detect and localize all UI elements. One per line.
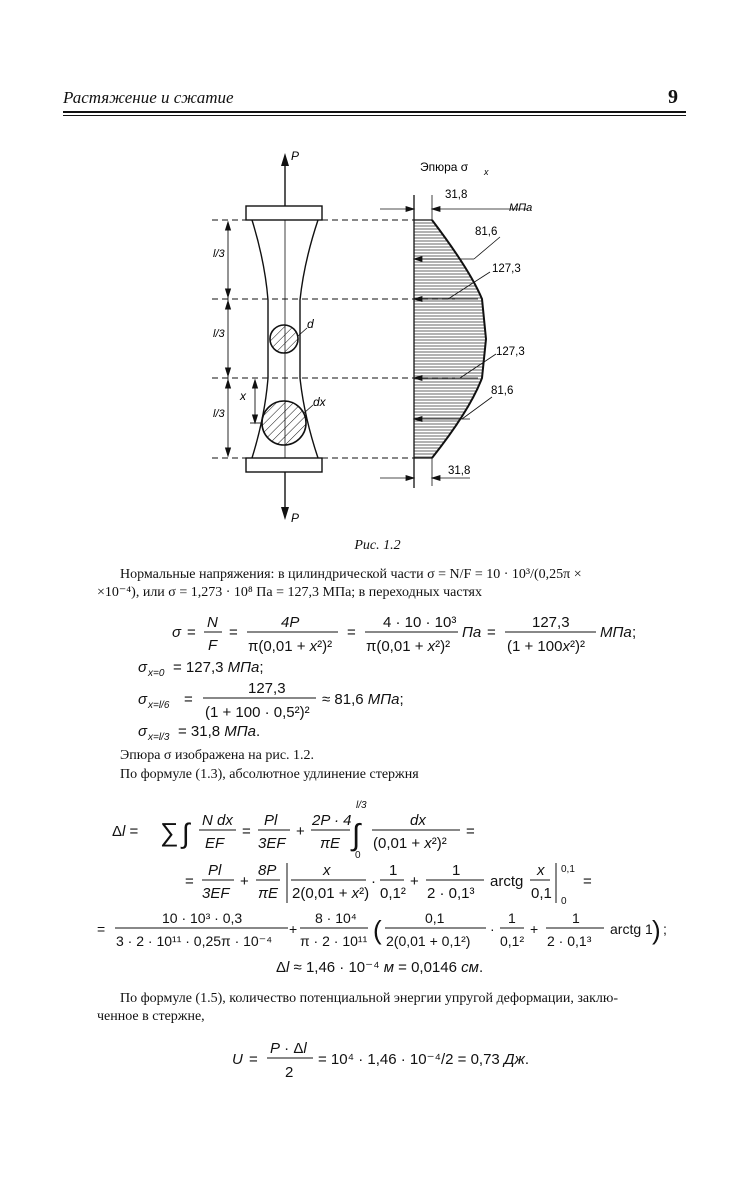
equation-delta-l-2 xyxy=(185,862,592,907)
diagram-title: Эпюра σ xyxy=(420,160,469,174)
figure-1-2 xyxy=(0,0,755,535)
svg-text:= 127,3 МПа;: = 127,3 МПа; xyxy=(173,659,264,676)
svg-text:8 · 10⁴: 8 · 10⁴ xyxy=(315,910,357,926)
svg-text:x=l/3: x=l/3 xyxy=(148,732,170,743)
svg-text:=: = xyxy=(242,823,251,840)
label-x: x xyxy=(240,389,246,403)
segment-labels xyxy=(213,248,226,420)
svg-text:(1 + 100x²)²: (1 + 100x²)² xyxy=(507,638,585,655)
svg-text:∫: ∫ xyxy=(182,818,190,849)
svg-text:+: + xyxy=(296,823,305,840)
svg-text:=: = xyxy=(184,691,193,708)
svg-text:≈ 81,6 МПа;: ≈ 81,6 МПа; xyxy=(322,691,404,708)
svg-text:4 · 10 · 10³: 4 · 10 · 10³ xyxy=(383,614,457,631)
svg-text:;: ; xyxy=(632,624,637,641)
svg-text:Δl ≈ 1,46 · 10⁻⁴ м = 0,0146 см: Δl ≈ 1,46 · 10⁻⁴ м = 0,0146 см. xyxy=(276,959,484,976)
diagram-units: МПа xyxy=(509,202,533,214)
svg-text:Pl: Pl xyxy=(208,862,222,879)
svg-text:10 · 10³ · 0,3: 10 · 10³ · 0,3 xyxy=(162,910,243,926)
svg-text:Δl =: Δl = xyxy=(112,823,139,840)
paragraph-3: По формуле (1.3), абсолютное удлинение стержня xyxy=(120,767,419,782)
svg-text:EF: EF xyxy=(205,835,225,852)
svg-text:81,6: 81,6 xyxy=(491,385,514,397)
svg-text:127,3: 127,3 xyxy=(248,680,286,697)
svg-text:2 · 0,1³: 2 · 0,1³ xyxy=(427,885,475,902)
svg-text:·: · xyxy=(371,873,376,890)
svg-text:x: x xyxy=(323,862,331,879)
svg-text:= 31,8 МПа.: = 31,8 МПа. xyxy=(178,723,261,740)
equation-delta-l-result xyxy=(276,959,483,976)
stress-hatch xyxy=(414,220,486,458)
svg-text:0,1: 0,1 xyxy=(561,864,575,875)
svg-text:=: = xyxy=(249,1051,258,1068)
flange-bottom xyxy=(246,458,322,472)
svg-text:=: = xyxy=(347,624,356,641)
page-number: 9 xyxy=(668,86,678,108)
svg-text:arctg: arctg xyxy=(490,873,524,890)
svg-text:1: 1 xyxy=(572,910,580,926)
svg-text:l/3: l/3 xyxy=(213,248,225,260)
svg-text:2(0,01 + x²): 2(0,01 + x²) xyxy=(292,885,370,902)
svg-text:): ) xyxy=(652,915,661,945)
paragraph-2: Эпюра σ изображена на рис. 1.2. xyxy=(120,748,315,763)
equation-sigma-general xyxy=(172,614,636,655)
svg-text:2: 2 xyxy=(285,1064,294,1081)
svg-text:σ: σ xyxy=(138,659,148,676)
svg-text:(1 + 100 · 0,5²)²: (1 + 100 · 0,5²)² xyxy=(205,704,310,721)
svg-text:∑: ∑ xyxy=(160,817,179,847)
arrowhead-top-icon xyxy=(281,153,289,166)
svg-text:3EF: 3EF xyxy=(258,835,286,852)
svg-text:0: 0 xyxy=(355,850,361,861)
svg-text:∫: ∫ xyxy=(352,819,361,852)
svg-text:;: ; xyxy=(663,921,667,937)
svg-text:x=l/6: x=l/6 xyxy=(148,700,170,711)
svg-text:=: = xyxy=(229,624,238,641)
figure-caption: Рис. 1.2 xyxy=(354,538,401,553)
equation-delta-l-1 xyxy=(112,800,475,861)
svg-text:σ: σ xyxy=(138,723,148,740)
equation-delta-l-3 xyxy=(97,910,667,949)
force-label-bottom: P xyxy=(291,511,300,525)
svg-text:=: = xyxy=(185,873,194,890)
svg-text:+: + xyxy=(240,873,249,890)
svg-text:127,3: 127,3 xyxy=(492,263,521,275)
svg-text:3 · 2 · 10¹¹ · 0,25π · 10⁻⁴: 3 · 2 · 10¹¹ · 0,25π · 10⁻⁴ xyxy=(116,933,273,949)
svg-text:2 · 0,1³: 2 · 0,1³ xyxy=(547,933,592,949)
svg-text:127,3: 127,3 xyxy=(532,614,570,631)
svg-text:31,8: 31,8 xyxy=(448,465,471,477)
svg-text:1: 1 xyxy=(508,910,516,926)
paragraph-1-line-2: ×10⁻⁴), или σ = 1,273 · 10⁸ Па = 127,3 МПа; в переходных частях xyxy=(97,585,482,600)
svg-text:127,3: 127,3 xyxy=(496,346,525,358)
svg-text:·: · xyxy=(490,921,495,937)
svg-text:F: F xyxy=(208,637,218,654)
left-dimension xyxy=(226,222,263,456)
svg-text:=: = xyxy=(187,624,196,641)
paragraph-4-line-2: ченное в стержне, xyxy=(97,1009,205,1024)
svg-text:dx: dx xyxy=(410,812,426,829)
svg-text:arctg 1: arctg 1 xyxy=(610,921,653,937)
svg-text:4P: 4P xyxy=(281,614,300,631)
svg-text:2P · 4: 2P · 4 xyxy=(312,812,352,829)
svg-text:σ: σ xyxy=(138,691,148,708)
svg-text:x: x xyxy=(537,862,545,879)
svg-text:2(0,01 + 0,1²): 2(0,01 + 0,1²) xyxy=(386,933,471,949)
svg-text:Pl: Pl xyxy=(264,812,278,829)
svg-text:σ: σ xyxy=(172,624,182,641)
svg-text:π · 2 · 10¹¹: π · 2 · 10¹¹ xyxy=(300,933,368,949)
force-label-top: P xyxy=(291,149,300,163)
flange-top xyxy=(246,206,322,220)
svg-text:=: = xyxy=(97,921,106,937)
svg-text:l/3: l/3 xyxy=(213,408,225,420)
equation-sigma-x-l3 xyxy=(138,723,260,743)
svg-text:Па: Па xyxy=(462,624,482,641)
svg-text:3EF: 3EF xyxy=(202,885,230,902)
svg-text:81,6: 81,6 xyxy=(475,226,498,238)
svg-text:0,1: 0,1 xyxy=(531,885,552,902)
svg-text:π(0,01 + x²)²: π(0,01 + x²)² xyxy=(248,638,333,655)
svg-text:πE: πE xyxy=(258,885,279,902)
svg-text:+: + xyxy=(289,921,298,937)
svg-text:1: 1 xyxy=(452,862,461,879)
svg-text:=: = xyxy=(487,624,496,641)
running-header-title: Растяжение и сжатие xyxy=(63,88,234,107)
svg-text:(: ( xyxy=(373,915,382,945)
svg-text:N: N xyxy=(207,614,218,631)
svg-text:P · Δl: P · Δl xyxy=(270,1040,307,1057)
equation-sigma-x-l6 xyxy=(138,680,404,721)
svg-text:+: + xyxy=(530,921,539,937)
svg-text:0,1: 0,1 xyxy=(425,910,445,926)
svg-text:=: = xyxy=(583,873,592,890)
svg-text:=: = xyxy=(466,823,475,840)
svg-text:πE: πE xyxy=(320,835,341,852)
cross-section-d xyxy=(270,325,298,353)
svg-text:0: 0 xyxy=(561,896,567,907)
svg-text:31,8: 31,8 xyxy=(445,189,468,201)
paragraph-4-line-1: По формуле (1.5), количество потенциальной энергии упругой деформации, заклю- xyxy=(120,991,618,1006)
equation-sigma-x0 xyxy=(138,659,264,679)
paragraph-1-line-1: Нормальные напряжения: в цилиндрической части σ = N/F = 10 · 10³/(0,25π × xyxy=(120,567,582,582)
svg-text:+: + xyxy=(410,873,419,890)
svg-text:1: 1 xyxy=(389,862,398,879)
arrowhead-bottom-icon xyxy=(281,507,289,520)
svg-text:l/3: l/3 xyxy=(213,328,225,340)
diagram-title-sub: x xyxy=(484,167,489,177)
svg-text:U: U xyxy=(232,1051,243,1068)
svg-text:N dx: N dx xyxy=(202,812,233,829)
svg-text:x=0: x=0 xyxy=(148,668,165,679)
svg-text:0,1²: 0,1² xyxy=(500,933,525,949)
svg-text:(0,01 + x²)²: (0,01 + x²)² xyxy=(373,835,447,852)
svg-text:π(0,01 + x²)²: π(0,01 + x²)² xyxy=(366,638,451,655)
svg-text:l/3: l/3 xyxy=(356,800,367,811)
equation-energy xyxy=(0,1030,755,1090)
label-dx: dx xyxy=(313,395,326,409)
svg-text:МПа: МПа xyxy=(600,624,632,641)
cross-section-dx xyxy=(262,401,306,445)
svg-text:= 10⁴ · 1,46 · 10⁻⁴/2 = 0,73 Д: = 10⁴ · 1,46 · 10⁻⁴/2 = 0,73 Дж. xyxy=(318,1051,529,1068)
svg-text:0,1²: 0,1² xyxy=(380,885,406,902)
svg-text:8P: 8P xyxy=(258,862,277,879)
label-d: d xyxy=(307,317,314,331)
